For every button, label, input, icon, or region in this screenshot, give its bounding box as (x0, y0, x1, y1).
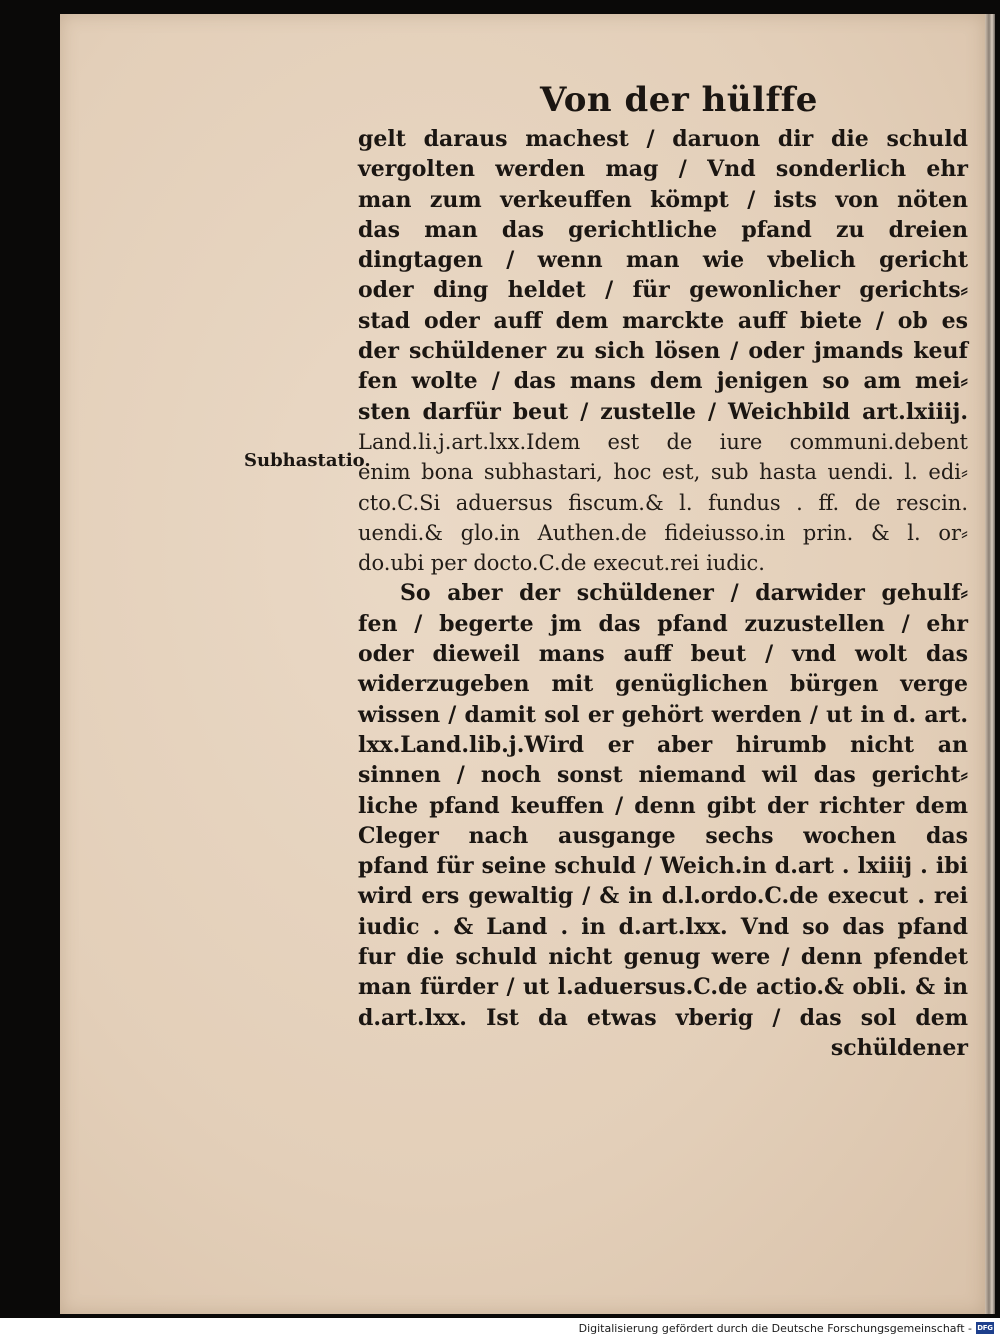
catchword: schüldener (830, 1034, 968, 1061)
text-line: lxx.Land.lib.j.Wird er aber hirumb nicht an (358, 731, 968, 758)
text-line: sten darfür beut / zustelle / Weichbild art.lxiiij. (358, 398, 968, 425)
text-line: das man das gerichtliche pfand zu dreien (358, 216, 968, 243)
text-line: man fürder / ut l.aduersus.C.de actio.& obli. & in (358, 974, 968, 1001)
text-line: oder dieweil mans auff beut / vnd wolt das (358, 641, 968, 668)
text-line: do.ubi per docto.C.de execut.rei iudic. (358, 551, 765, 576)
text-line: d.art.lxx. Ist da etwas vberig / das sol dem (358, 1004, 968, 1031)
footer-credit: Digitalisierung gefördert durch die Deutsche Forschungsgemeinschaft - (578, 1322, 972, 1335)
text-line: wissen / damit sol er gehört werden / ut in d. art. (358, 701, 968, 728)
text-line: enim bona subhastari, hoc est, sub hasta uendi. l. edi⸗ (358, 460, 968, 485)
text-line: fen wolte / das mans dem jenigen so am mei⸗ (358, 368, 968, 395)
text-line: So aber der schüldener / darwider gehulf⸗ (400, 580, 968, 607)
text-line: uendi.& glo.in Authen.de fideiusso.in prin. & l. or⸗ (358, 520, 968, 545)
text-line: sinnen / noch sonst niemand wil das gericht⸗ (358, 762, 968, 789)
text-line: fur die schuld nicht genug were / denn pfendet (358, 944, 968, 971)
text-line: dingtagen / wenn man wie vbelich gericht (358, 247, 968, 274)
dfg-logo-icon: DFG (977, 1324, 993, 1332)
text-line: iudic . & Land . in d.art.lxx. Vnd so das pfand (358, 913, 968, 940)
text-line: stad oder auff dem marckte auff biete / ob es (358, 307, 968, 334)
text-line: gelt daraus machest / daruon dir die schuld (358, 126, 968, 152)
text-line: oder ding heldet / für gewonlicher gerichts⸗ (358, 277, 968, 304)
marginal-note: Subhastatio. (244, 450, 371, 471)
body-text (358, 124, 968, 1063)
running-head: Von der hülffe (540, 80, 818, 120)
text-line: Cleger nach ausgange sechs wochen das (358, 822, 968, 849)
page-edge (985, 14, 995, 1314)
text-line: vergolten werden mag / Vnd sonderlich ehr (358, 156, 968, 183)
text-line: fen / begerte jm das pfand zuzustellen / ehr (358, 610, 968, 637)
text-line: liche pfand keuffen / denn gibt der richter dem (358, 792, 968, 819)
text-line: der schüldener zu sich lösen / oder jmands keuf (358, 338, 968, 365)
text-line: pfand für seine schuld / Weich.in d.art . lxiiij . ibi (358, 853, 968, 880)
text-line: widerzugeben mit genüglichen bürgen verge (358, 671, 968, 698)
text-line: cto.C.Si aduersus fiscum.& l. fundus . ff. de rescin. (358, 490, 968, 515)
text-line: wird ers gewaltig / & in d.l.ordo.C.de execut . rei (358, 883, 968, 910)
text-line: Land.li.j.art.lxx.Idem est de iure communi.debent (358, 429, 968, 454)
text-line: man zum verkeuffen kömpt / ists von nöten (358, 186, 968, 213)
